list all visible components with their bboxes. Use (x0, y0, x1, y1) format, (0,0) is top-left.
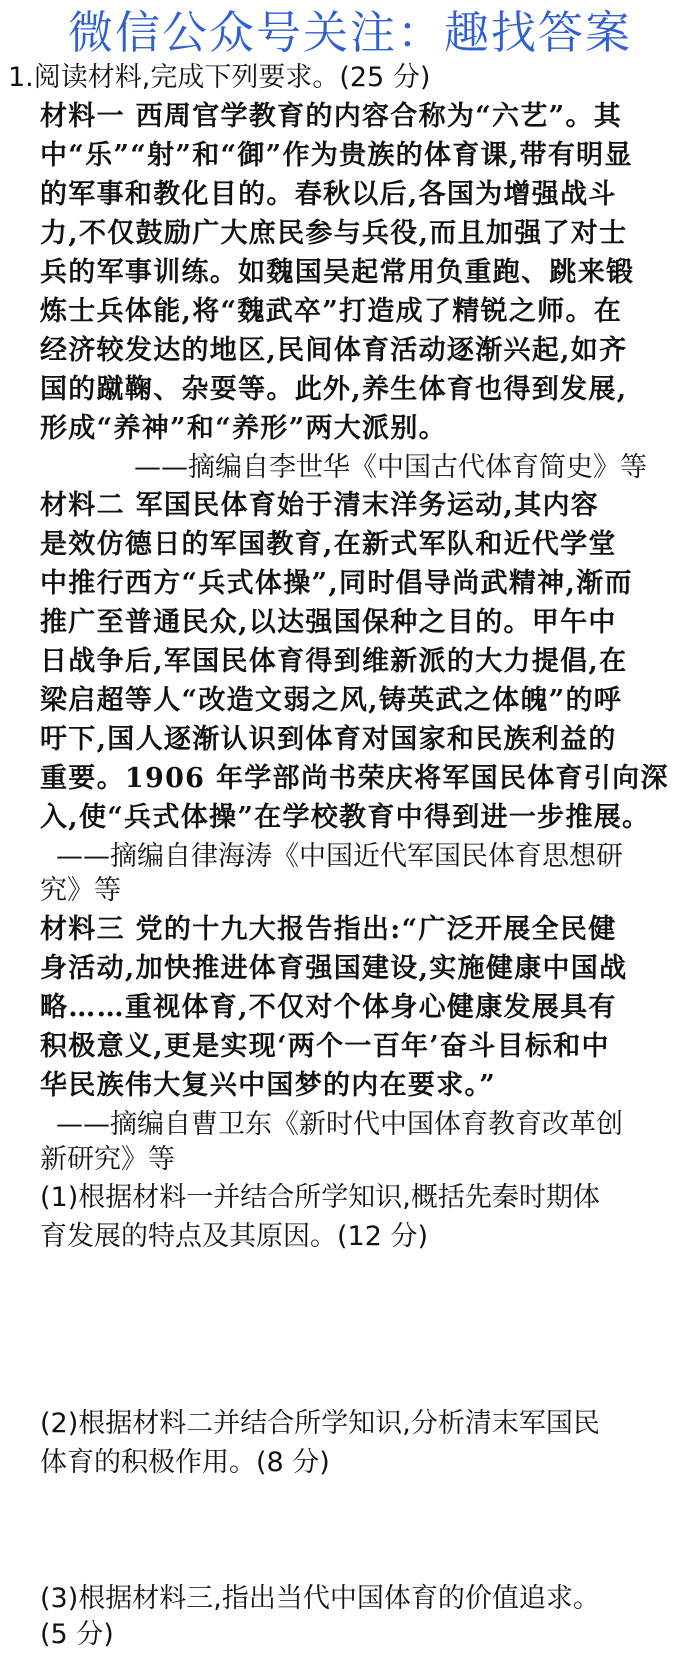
material1-line: 力,不仅鼓励广大庶民参与兵役,而且加强了对士 (40, 218, 628, 249)
material1-line: 的军事和教化目的。春秋以后,各国为增强战斗 (40, 179, 617, 210)
material2-line: 入,使“兵式体操”在学校教育中得到进一步推展。 (40, 802, 651, 833)
material3-line: 材料三 党的十九大报告指出:“广泛开展全民健 (40, 914, 617, 945)
sub-question-3: (5 分) (40, 1619, 114, 1650)
sub-question-1: (1)根据材料一并结合所学知识,概括先秦时期体 (40, 1182, 600, 1213)
material2-line: 推广至普通民众,以达强国保种之目的。甲午中 (40, 607, 617, 638)
sub-question-2: 体育的积极作用。(8 分) (40, 1447, 330, 1478)
watermark-banner: 微信公众号关注：趣找答案 (67, 6, 632, 59)
material3-line: 身活动,加快推进体育强国建设,实施健康中国战 (40, 953, 628, 984)
sub-question-3: (3)根据材料三,指出当代中国体育的价值追求。 (40, 1583, 600, 1614)
material2-line: 日战争后,军国民体育得到维新派的大力提倡,在 (40, 646, 628, 677)
material2-line: 是效仿德日的军国教育,在新式军队和近代学堂 (40, 529, 617, 560)
material1-line: 炼士兵体能,将“魏武卒”打造成了精锐之师。在 (40, 296, 623, 327)
sub-question-1: 育发展的特点及其原因。(12 分) (40, 1221, 429, 1252)
material1-line: 形成“养神”和“养形”两大派别。 (40, 413, 447, 444)
material3-line: 略……重视体育,不仅对个体身心健康发展具有 (40, 992, 617, 1023)
material1-line: 材料一 西周官学教育的内容合称为“六艺”。其 (40, 101, 623, 132)
material1-line: 国的蹴鞠、杂耍等。此外,养生体育也得到发展, (40, 374, 628, 405)
material3-line: 积极意义,更是实现‘两个一百年’奋斗目标和中 (40, 1031, 610, 1062)
sub-question-2: (2)根据材料二并结合所学知识,分析清末军国民 (40, 1408, 600, 1439)
question-header: 1.阅读材料,完成下列要求。(25 分) (8, 62, 431, 93)
material2-line: 吁下,国人逐渐认识到体育对国家和民族利益的 (40, 724, 617, 755)
material2-line: 梁启超等人“改造文弱之风,铸英武之体魄”的呼 (40, 685, 623, 716)
material1-line: 兵的军事训练。如魏国吴起常用负重跑、跳来锻 (40, 257, 635, 288)
material2-source: ——摘编自律海涛《中国近代军国民体育思想研 (56, 841, 623, 872)
material3-line: 华民族伟大复兴中国梦的内在要求。” (40, 1070, 497, 1101)
material3-source: ——摘编自曹卫东《新时代中国体育教育改革创 (56, 1109, 623, 1140)
material2-line: 中推行西方“兵式体操”,同时倡导尚武精神,渐而 (40, 568, 633, 599)
material1-line: 经济较发达的地区,民间体育活动逐渐兴起,如齐 (40, 335, 628, 366)
material2-line: 重要。1906 年学部尚书荣庆将军国民体育引向深 (40, 763, 669, 794)
material2-line: 材料二 军国民体育始于清末洋务运动,其内容 (40, 490, 600, 521)
material1-line: 中“乐”“射”和“御”作为贵族的体育课,带有明显 (40, 140, 633, 171)
material3-source: 新研究》等 (40, 1144, 175, 1175)
material1-source: ——摘编自李世华《中国古代体育简史》等 (134, 452, 647, 483)
material2-source: 究》等 (40, 875, 121, 906)
